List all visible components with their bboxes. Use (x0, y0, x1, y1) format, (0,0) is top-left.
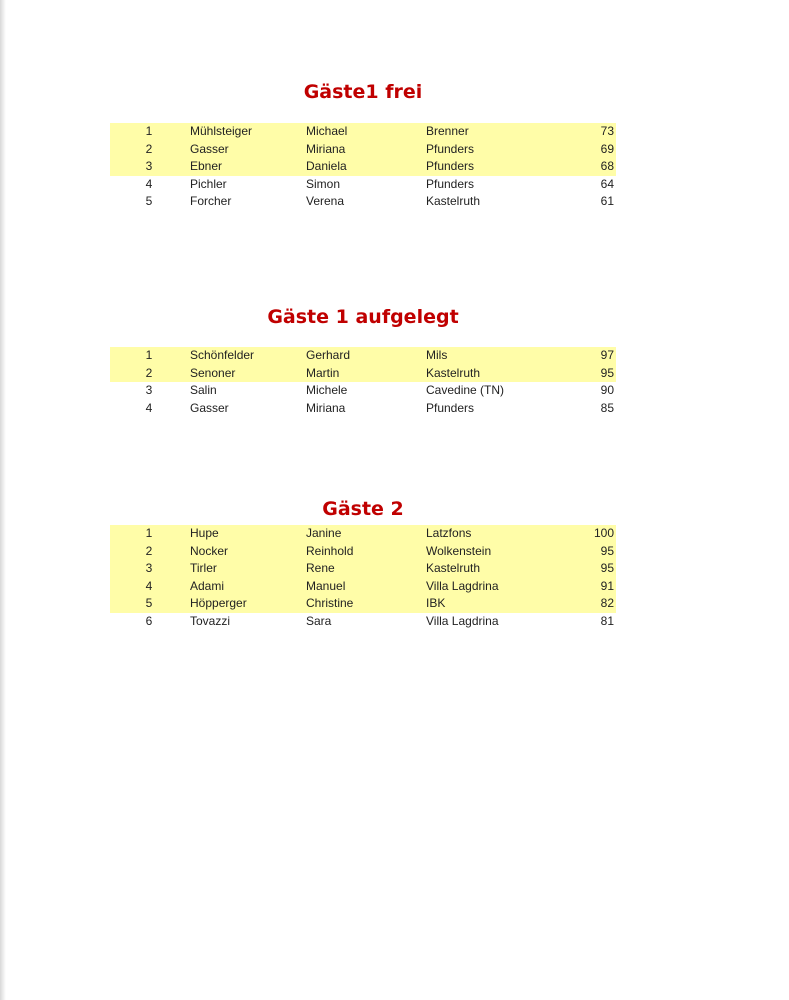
club-cell: Villa Lagdrina (426, 578, 499, 593)
last-name-cell: Gasser (190, 141, 229, 156)
club-cell: Kastelruth (426, 194, 481, 209)
score-cell: 85 (600, 400, 614, 415)
first-name-cell: Gerhard (306, 348, 351, 362)
last-name-cell: Tirler (190, 561, 217, 576)
last-name-cell: Senoner (190, 365, 236, 380)
last-name-cell: Adami (190, 578, 225, 593)
last-name-cell: Salin (190, 383, 217, 398)
first-name-cell: Manuel (306, 578, 346, 593)
table-row (110, 525, 616, 543)
club-cell: Pfunders (426, 400, 475, 415)
last-name-cell: Tovazzi (190, 613, 231, 628)
rank-cell: 4 (145, 176, 153, 191)
rank-cell: 5 (145, 596, 153, 611)
table-row (110, 141, 616, 159)
first-name-cell: Michael (306, 124, 348, 138)
table-row (110, 365, 616, 383)
club-cell: Villa Lagdrina (426, 613, 499, 628)
first-name-cell: Miriana (306, 141, 346, 156)
last-name-cell: Schönfelder (190, 348, 255, 362)
table-row (110, 176, 616, 194)
table-row (110, 613, 616, 631)
section-title: Gäste 2 (322, 498, 404, 520)
first-name-cell: Rene (306, 561, 335, 576)
club-cell: Mils (426, 348, 448, 362)
last-name-cell: Gasser (190, 400, 229, 415)
score-cell: 97 (600, 348, 614, 362)
table-row (110, 578, 616, 596)
score-cell: 64 (600, 176, 614, 191)
score-cell: 91 (600, 578, 614, 593)
rank-cell: 4 (145, 400, 153, 415)
last-name-cell: Höpperger (190, 596, 247, 611)
rank-cell: 3 (145, 383, 153, 398)
last-name-cell: Forcher (190, 194, 232, 209)
results-table (110, 525, 616, 631)
club-cell: Brenner (426, 124, 469, 138)
table-row (110, 123, 616, 141)
table-row (110, 347, 616, 365)
rank-cell: 2 (145, 543, 153, 558)
first-name-cell: Michele (306, 383, 348, 398)
table-row (110, 595, 616, 613)
first-name-cell: Verena (306, 194, 345, 209)
score-cell: 73 (600, 124, 614, 138)
score-cell: 81 (600, 613, 614, 628)
club-cell: Pfunders (426, 159, 475, 174)
first-name-cell: Janine (306, 526, 342, 540)
club-cell: Latzfons (426, 526, 472, 540)
last-name-cell: Pichler (190, 176, 227, 191)
club-cell: IBK (426, 596, 446, 611)
last-name-cell: Mühlsteiger (190, 124, 253, 138)
table-row (110, 158, 616, 176)
club-cell: Cavedine (TN) (426, 383, 505, 398)
section-title: Gäste 1 aufgelegt (267, 306, 459, 328)
last-name-cell: Hupe (190, 526, 219, 540)
score-cell: 68 (600, 159, 614, 174)
rank-cell: 4 (145, 578, 153, 593)
club-cell: Kastelruth (426, 561, 481, 576)
first-name-cell: Christine (306, 596, 354, 611)
section-title: Gäste1 frei (303, 81, 423, 103)
club-cell: Pfunders (426, 141, 475, 156)
rank-cell: 3 (145, 561, 153, 576)
first-name-cell: Reinhold (306, 543, 354, 558)
rank-cell: 1 (145, 526, 153, 540)
rank-cell: 6 (145, 613, 153, 628)
score-cell: 90 (600, 383, 614, 398)
last-name-cell: Nocker (190, 543, 229, 558)
rank-cell: 1 (145, 348, 153, 362)
page-edge-shadow (0, 0, 6, 1000)
table-row (110, 543, 616, 561)
score-cell: 69 (600, 141, 614, 156)
first-name-cell: Simon (306, 176, 341, 191)
rank-cell: 2 (145, 141, 153, 156)
first-name-cell: Sara (306, 613, 332, 628)
rank-cell: 5 (145, 194, 153, 209)
table-row (110, 400, 616, 418)
table-row (110, 382, 616, 400)
first-name-cell: Miriana (306, 400, 346, 415)
club-cell: Pfunders (426, 176, 475, 191)
club-cell: Kastelruth (426, 365, 481, 380)
rank-cell: 2 (145, 365, 153, 380)
rank-cell: 3 (145, 159, 153, 174)
table-row (110, 560, 616, 578)
score-cell: 61 (600, 194, 614, 209)
score-cell: 82 (600, 596, 614, 611)
club-cell: Wolkenstein (426, 543, 492, 558)
score-cell: 95 (600, 561, 614, 576)
results-table (110, 123, 616, 211)
table-row (110, 193, 616, 211)
score-cell: 95 (600, 543, 614, 558)
score-cell: 95 (600, 365, 614, 380)
rank-cell: 1 (145, 124, 153, 138)
results-table (110, 347, 616, 417)
last-name-cell: Ebner (190, 159, 223, 174)
first-name-cell: Martin (306, 365, 340, 380)
score-cell: 100 (593, 526, 614, 540)
first-name-cell: Daniela (306, 159, 347, 174)
